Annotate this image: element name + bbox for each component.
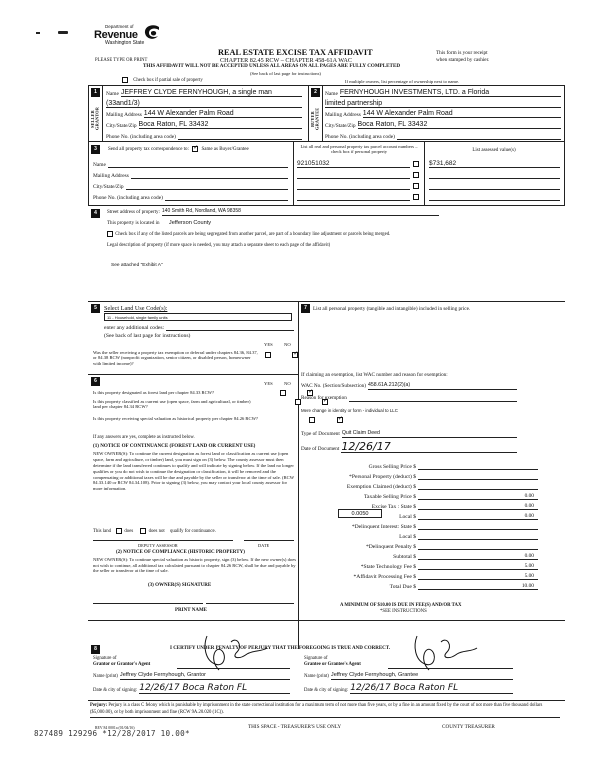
county-field[interactable]: Jefferson County bbox=[168, 220, 212, 226]
logo-dept-line: Department of bbox=[105, 24, 134, 29]
historical-question: Is this property receiving special valuation as historical property per chapter 84.26 RCW? bbox=[93, 416, 258, 421]
reason-value[interactable]: Mere change in identity or form - individual to LLC bbox=[301, 408, 398, 413]
fee-row-interest-state: *Delinquent Interest: State $ bbox=[298, 522, 538, 530]
assessed-value-field[interactable] bbox=[429, 192, 560, 201]
assessed-row bbox=[429, 170, 560, 179]
form-chapter: CHAPTER 82.45 RCW – CHAPTER 458-61A WAC bbox=[220, 57, 352, 64]
owner-signature-line[interactable] bbox=[93, 603, 203, 604]
revenue-swirl-icon bbox=[141, 24, 163, 42]
grantee-signature-scrawl bbox=[405, 632, 480, 674]
fee-row-personal: *Personal Property (deduct) $ bbox=[298, 472, 538, 480]
sec2-left-border bbox=[322, 85, 323, 142]
logo-revenue: Revenue bbox=[94, 29, 138, 41]
buyer-phone-row: Phone No. (including area code) bbox=[325, 131, 561, 140]
current-use-yes-checkbox[interactable] bbox=[295, 399, 301, 405]
current-use-question: Is this property classified as current use (open space, farm and agricultural, or timber) land per chapter 84.34 RCW? bbox=[93, 399, 251, 410]
corr-mailing-field[interactable] bbox=[131, 170, 288, 179]
wac-row: WAC No. (Section/Subsection) 458.61A.212(2)(a) bbox=[301, 381, 517, 390]
reason-field[interactable] bbox=[349, 393, 517, 402]
section-number-6: 6 bbox=[91, 377, 100, 386]
personal-property-checkbox[interactable] bbox=[413, 172, 419, 178]
fee-row-taxable: Taxable Selling Price $ 0.00 bbox=[298, 492, 538, 500]
grantee-date-field[interactable]: 12/26/17 Boca Raton FL bbox=[350, 682, 513, 694]
additional-codes-row: enter any additional codes: bbox=[104, 324, 294, 331]
sec1-left-border bbox=[102, 85, 103, 142]
historical-yes-checkbox[interactable] bbox=[309, 417, 315, 423]
historical-no-checkbox[interactable] bbox=[337, 417, 343, 423]
assessor-date-line[interactable] bbox=[244, 540, 294, 541]
street-address-field[interactable]: 140 Smith Rd, Nordland, WA 98358 bbox=[162, 207, 439, 216]
doc-type-row: Type of Document Quit Claim Deed bbox=[301, 429, 517, 438]
corr-name-field[interactable] bbox=[108, 159, 288, 168]
sec3-divider-a bbox=[293, 142, 294, 206]
land-does-not-checkbox[interactable] bbox=[140, 528, 146, 534]
form-title: REAL ESTATE EXCISE TAX AFFIDAVIT bbox=[218, 48, 373, 57]
personal-property-label: List all personal property (tangible and intangible) included in selling price. bbox=[313, 306, 471, 312]
divider-1-2 bbox=[308, 85, 309, 142]
continuance-row: This land does does not qualify for continuance. bbox=[93, 529, 216, 535]
land-use-see-back: (See back of last page for instructions) bbox=[104, 333, 191, 339]
seller-mailing-field[interactable]: 144 W Alexander Palm Road bbox=[144, 109, 302, 118]
exemption-question: Was the seller receiving a property tax exemption or deferral under chapters 84.36, 84.37, or 84.38 RCW (nonprofit organization, senior citizen, or disabled person, homeowner with limited income)? bbox=[93, 350, 258, 366]
sec3-divider-b bbox=[424, 142, 425, 206]
forest-land-question: Is this property designated as forest land per chapter 84.33 RCW? bbox=[93, 390, 215, 395]
personal-property-checkbox[interactable] bbox=[413, 161, 419, 167]
gross-selling-price-field[interactable] bbox=[418, 462, 538, 470]
corr-phone-row: Phone No. (including area code) bbox=[93, 192, 288, 201]
excise-state-field[interactable]: 0.00 bbox=[418, 502, 538, 510]
total-due-field[interactable]: 10.00 bbox=[418, 582, 538, 590]
parcel-number-field[interactable] bbox=[297, 181, 410, 190]
fee-row-processing: *Affidavit Processing Fee $ 5.00 bbox=[298, 572, 538, 580]
certify-statement: I CERTIFY UNDER PENALTY OF PERJURY THAT THE FOREGOING IS TRUE AND CORRECT. bbox=[170, 646, 391, 651]
perjury-notice: Perjury: Perjury is a class C felony which is punishable by imprisonment in the state correctional institution for a maximum term of not more than five years, or by a fine in an amount fixed by the court of not more than five thousand dollars ($5,000.00), or by both imprisonment and fine (RCW 9A.20.020 (1C)). bbox=[90, 703, 560, 718]
seller-name-row: Name JEFFREY CLYDE FERNYHOUGH, a single man bbox=[106, 88, 302, 97]
fee-row-tech: *State Technology Fee $ 5.00 bbox=[298, 562, 538, 570]
sec5-7-topline bbox=[88, 301, 565, 302]
seller-name-field-2[interactable]: (33and1/3) bbox=[106, 99, 302, 108]
same-as-buyer-checkbox[interactable] bbox=[192, 146, 198, 152]
buyer-name-row: Name FERNYHOUGH INVESTMENTS, LTD. a Florida bbox=[325, 88, 561, 97]
owner-signature-line-2[interactable] bbox=[206, 603, 294, 604]
seller-name-row-2 bbox=[106, 99, 302, 108]
seller-phone-row: Phone No. (including area code) bbox=[106, 131, 302, 140]
assessed-row bbox=[429, 192, 560, 201]
land-does-checkbox[interactable] bbox=[116, 528, 122, 534]
land-use-select[interactable]: 11 - Household, single family units bbox=[104, 313, 292, 321]
deputy-assessor-line[interactable] bbox=[93, 540, 233, 541]
local-rate-box[interactable]: 0.0050 bbox=[338, 509, 382, 518]
seller-city-row: City/State/Zip Boca Raton, FL 33432 bbox=[106, 120, 302, 129]
corr-mailing-row: Mailing Address bbox=[93, 170, 288, 179]
if-yes-note: If any answers are yes, complete as instructed below. bbox=[93, 435, 195, 440]
corr-city-row: City/State/Zip bbox=[93, 181, 288, 190]
section-number-8: 8 bbox=[91, 645, 100, 654]
grantor-signature-scrawl bbox=[195, 632, 270, 674]
no-header: NO bbox=[284, 342, 291, 347]
sec6-no-header: NO bbox=[284, 381, 291, 386]
print-name-label: PRINT NAME bbox=[175, 608, 207, 613]
exemption-yes-checkbox[interactable] bbox=[265, 352, 271, 358]
send-correspondence-row: Send all property tax correspondence to: ✓ Same as Buyer/Grantee bbox=[108, 146, 249, 153]
delinquent-interest-local-field[interactable] bbox=[418, 532, 538, 540]
treasurer-space-label: THIS SPACE - TREASURER'S USE ONLY bbox=[248, 724, 342, 730]
delinquent-penalty-field[interactable] bbox=[418, 542, 538, 550]
fee-row-total: Total Due $ 10.00 bbox=[298, 582, 538, 590]
section-number-7: 7 bbox=[301, 304, 310, 313]
assessed-value-field[interactable] bbox=[429, 170, 560, 179]
grantor-date-row: Date & city of signing: 12/26/17 Boca Raton FL bbox=[93, 682, 290, 694]
sec8-topline bbox=[88, 620, 565, 621]
forest-yes-checkbox[interactable] bbox=[280, 390, 286, 396]
buyer-name-field-2[interactable]: limited partnership bbox=[325, 99, 561, 108]
buyer-grantee-label: BUYER GRANTEE bbox=[310, 107, 320, 131]
buyer-city-row: City/State/Zip Boca Raton, FL 33432 bbox=[325, 120, 561, 129]
date-label: DATE bbox=[258, 543, 270, 548]
exemption-no-checkbox[interactable] bbox=[292, 352, 298, 358]
owner-signature-label: (3) OWNER(S) SIGNATURE bbox=[148, 583, 212, 588]
notice-compliance-body: NEW OWNER(S): To continue special valuation as historic property, sign (3) below. If the new owner(s) does not wish to continue, all additional tax calculated pursuant to chapter 84.26 RCW, shall be due and payable by the seller or transferor at the time of sale. bbox=[93, 557, 297, 574]
corr-name-row: Name bbox=[93, 159, 288, 168]
parcel-row bbox=[297, 170, 419, 179]
exemption-claimed-field[interactable] bbox=[418, 482, 538, 490]
assessed-value-field[interactable] bbox=[429, 181, 560, 190]
see-back-note: (See back of last page for instructions) bbox=[250, 71, 321, 76]
parcel-row bbox=[297, 192, 419, 201]
personal-property-checkbox[interactable] bbox=[413, 194, 419, 200]
buyer-name-row-2 bbox=[325, 99, 561, 108]
doc-type-field[interactable]: Quit Claim Deed bbox=[342, 429, 517, 438]
multiple-owners-note: If multiple owners, list percentage of ownership next to name. bbox=[345, 79, 460, 84]
yes-header: YES bbox=[264, 342, 273, 347]
assessed-row bbox=[429, 159, 560, 168]
seller-mailing-row: Mailing Address 144 W Alexander Palm Road bbox=[106, 109, 302, 118]
please-type: PLEASE TYPE OR PRINT bbox=[95, 58, 148, 63]
exemption-claim-label: If claiming an exemption, list WAC number and reason for exemption: bbox=[301, 372, 448, 378]
assessed-value-field[interactable]: $731,682 bbox=[429, 159, 560, 168]
land-use-title: Select Land Use Code(s): bbox=[104, 305, 168, 312]
parcel-number-field[interactable]: 921051032 bbox=[297, 159, 410, 168]
buyer-city-field[interactable]: Boca Raton, FL 33432 bbox=[358, 120, 561, 129]
rev-number: REV 84 0001a (01/04/16) bbox=[95, 726, 135, 730]
fee-row-subtotal: Subtotal $ 0.00 bbox=[298, 552, 538, 560]
grantor-name-field[interactable]: Jeffrey Clyde Fernyhough, Grantor bbox=[120, 671, 290, 680]
taxable-selling-price-field[interactable]: 0.00 bbox=[418, 492, 538, 500]
partial-sale-label: Check box if partial sale of property bbox=[133, 78, 203, 84]
grantor-date-field[interactable]: 12/26/17 Boca Raton FL bbox=[139, 682, 290, 694]
parcel-row bbox=[297, 181, 419, 190]
fee-row-exemption: Exemption Claimed (deduct) $ bbox=[298, 482, 538, 490]
located-row: This property is located in Jefferson County bbox=[107, 220, 212, 226]
seller-name-field[interactable]: JEFFREY CLYDE FERNYHOUGH, a single man bbox=[121, 88, 302, 97]
grantee-name-field[interactable]: Jeffrey Clyde Fernyhough, Grantee bbox=[331, 671, 513, 680]
subtotal-field[interactable]: 0.00 bbox=[418, 552, 538, 560]
receipt-note-1: This form is your receipt bbox=[436, 50, 488, 56]
personal-property-field[interactable] bbox=[418, 472, 538, 480]
buyer-name-field[interactable]: FERNYHOUGH INVESTMENTS, LTD. a Florida bbox=[340, 88, 561, 97]
fee-row-gross: Gross Selling Price $ bbox=[298, 462, 538, 470]
fee-row-penalty: *Delinquent Penalty $ bbox=[298, 542, 538, 550]
legal-description-label: Legal description of property (if more space is needed, you may attach a separate sheet to each page of the affidavit) bbox=[107, 243, 331, 248]
scan-mark bbox=[58, 31, 68, 34]
minimum-due-note: A MINIMUM OF $10.00 IS DUE IN FEE(S) AND/OR TAX bbox=[340, 603, 462, 608]
deputy-assessor-label: DEPUTY ASSESSOR bbox=[138, 543, 178, 548]
section-number-4: 4 bbox=[91, 209, 100, 218]
dor-logo bbox=[94, 24, 174, 52]
fee-row-excise-local: Local $ 0.00 bbox=[298, 512, 538, 520]
section-number-5: 5 bbox=[91, 304, 100, 313]
section-number-1: 1 bbox=[91, 88, 100, 97]
doc-date-row: Date of Document 12/26/17 bbox=[301, 441, 517, 453]
segregated-checkbox[interactable] bbox=[107, 231, 113, 237]
seller-city-field[interactable]: Boca Raton, FL 33432 bbox=[139, 120, 302, 129]
sec6-yes-header: YES bbox=[264, 381, 273, 386]
grantee-sig-label: Signature of Grantee or Grantee's Agent bbox=[304, 656, 361, 667]
assessed-row bbox=[429, 181, 560, 190]
parcel-number-field[interactable] bbox=[297, 192, 410, 201]
buyer-mailing-row: Mailing Address 144 W Alexander Palm Road bbox=[325, 109, 561, 118]
street-address-row: Street address of property: 140 Smith Rd, Nordland, WA 98358 bbox=[107, 207, 439, 216]
partial-sale-checkbox[interactable] bbox=[122, 77, 128, 83]
see-instructions-note: *SEE INSTRUCTIONS bbox=[380, 609, 427, 614]
reason-row: Reason for exemption bbox=[301, 393, 517, 402]
grantor-sig-label: Signature of Grantor or Grantor's Agent bbox=[93, 656, 151, 667]
form-warning: THIS AFFIDAVIT WILL NOT BE ACCEPTED UNLESS ALL AREAS ON ALL PAGES ARE FULLY COMPLETED bbox=[143, 63, 401, 69]
grantee-name-row: Name (print) Jeffrey Clyde Fernyhough, Grantee bbox=[304, 671, 513, 680]
corr-city-field[interactable] bbox=[126, 181, 288, 190]
notice-continuance-body: NEW OWNER(S): To continue the current designation as forest land or classification as current use (open space, farm and agriculture, or timber) land, you must sign on (3) below. The county assessor must then determine if the land transferred continues to qualify and will indicate by signing below. If the land no longer qualifies or you do not wish to continue the designation or classification, it will be removed and the compensating or additional taxes will be due and payable by the seller or transferor at the time of sale. (RCW 84.33.140 or RCW 84.34.108). Prior to signing (3) below, you may contact your local county assessor for more information. bbox=[93, 451, 294, 492]
affidavit-processing-fee-field[interactable]: 5.00 bbox=[418, 572, 538, 580]
grantee-date-row: Date & city of signing: 12/26/17 Boca Raton FL bbox=[304, 682, 513, 694]
excise-local-field[interactable]: 0.00 bbox=[418, 512, 538, 520]
delinquent-interest-state-field[interactable] bbox=[418, 522, 538, 530]
segregated-row: Check box if any of the listed parcels are being segregated from another parcel, are part of a boundary line adjustment or parcels being merged. bbox=[107, 231, 390, 238]
assessed-header: List assessed value(s) bbox=[472, 148, 516, 153]
parcel-number-field[interactable] bbox=[297, 170, 410, 179]
logo-state: Washington State bbox=[105, 40, 145, 46]
partial-sale-row bbox=[122, 77, 203, 84]
perjury-topline bbox=[88, 700, 565, 701]
section-number-2: 2 bbox=[311, 88, 320, 97]
personal-property-checkbox[interactable] bbox=[413, 183, 419, 189]
wac-number-field[interactable]: 458.61A.212(2)(a) bbox=[368, 381, 517, 390]
notice-continuance-title: (1) NOTICE OF CONTINUANCE (FOREST LAND OR CURRENT USE) bbox=[93, 443, 256, 449]
receipt-note-2: when stamped by cashier. bbox=[436, 57, 490, 63]
cashier-stamp: 827489 129296 *12/28/2017 10.00* bbox=[34, 729, 190, 738]
grantor-name-row: Name (print) Jeffrey Clyde Fernyhough, Grantor bbox=[93, 671, 290, 680]
fee-row-interest-local: Local $ bbox=[298, 532, 538, 540]
legal-description-value[interactable]: See attached "Exhibit A" bbox=[111, 263, 163, 268]
section-number-3: 3 bbox=[91, 145, 100, 154]
seller-phone-field[interactable] bbox=[178, 131, 302, 140]
notice-compliance-title: (2) NOTICE OF COMPLIANCE (HISTORIC PROPERTY) bbox=[116, 550, 245, 555]
county-treasurer-label: COUNTY TREASURER bbox=[442, 724, 495, 730]
parcel-header: List all real and personal property tax parcel account numbers – check box if personal property bbox=[300, 144, 418, 155]
buyer-mailing-field[interactable]: 144 W Alexander Palm Road bbox=[363, 109, 561, 118]
parcel-row bbox=[297, 159, 419, 168]
state-technology-fee-field[interactable]: 5.00 bbox=[418, 562, 538, 570]
additional-codes-field[interactable] bbox=[166, 324, 294, 331]
corr-phone-field[interactable] bbox=[165, 192, 288, 201]
seller-grantor-label: SELLER GRANTOR bbox=[90, 107, 100, 131]
fee-row-excise-state: Excise Tax : State $ 0.00 bbox=[298, 502, 538, 510]
doc-date-field[interactable]: 12/26/17 bbox=[341, 441, 517, 453]
sec6-topline bbox=[88, 374, 298, 375]
buyer-phone-field[interactable] bbox=[397, 131, 561, 140]
scan-mark bbox=[36, 32, 40, 34]
